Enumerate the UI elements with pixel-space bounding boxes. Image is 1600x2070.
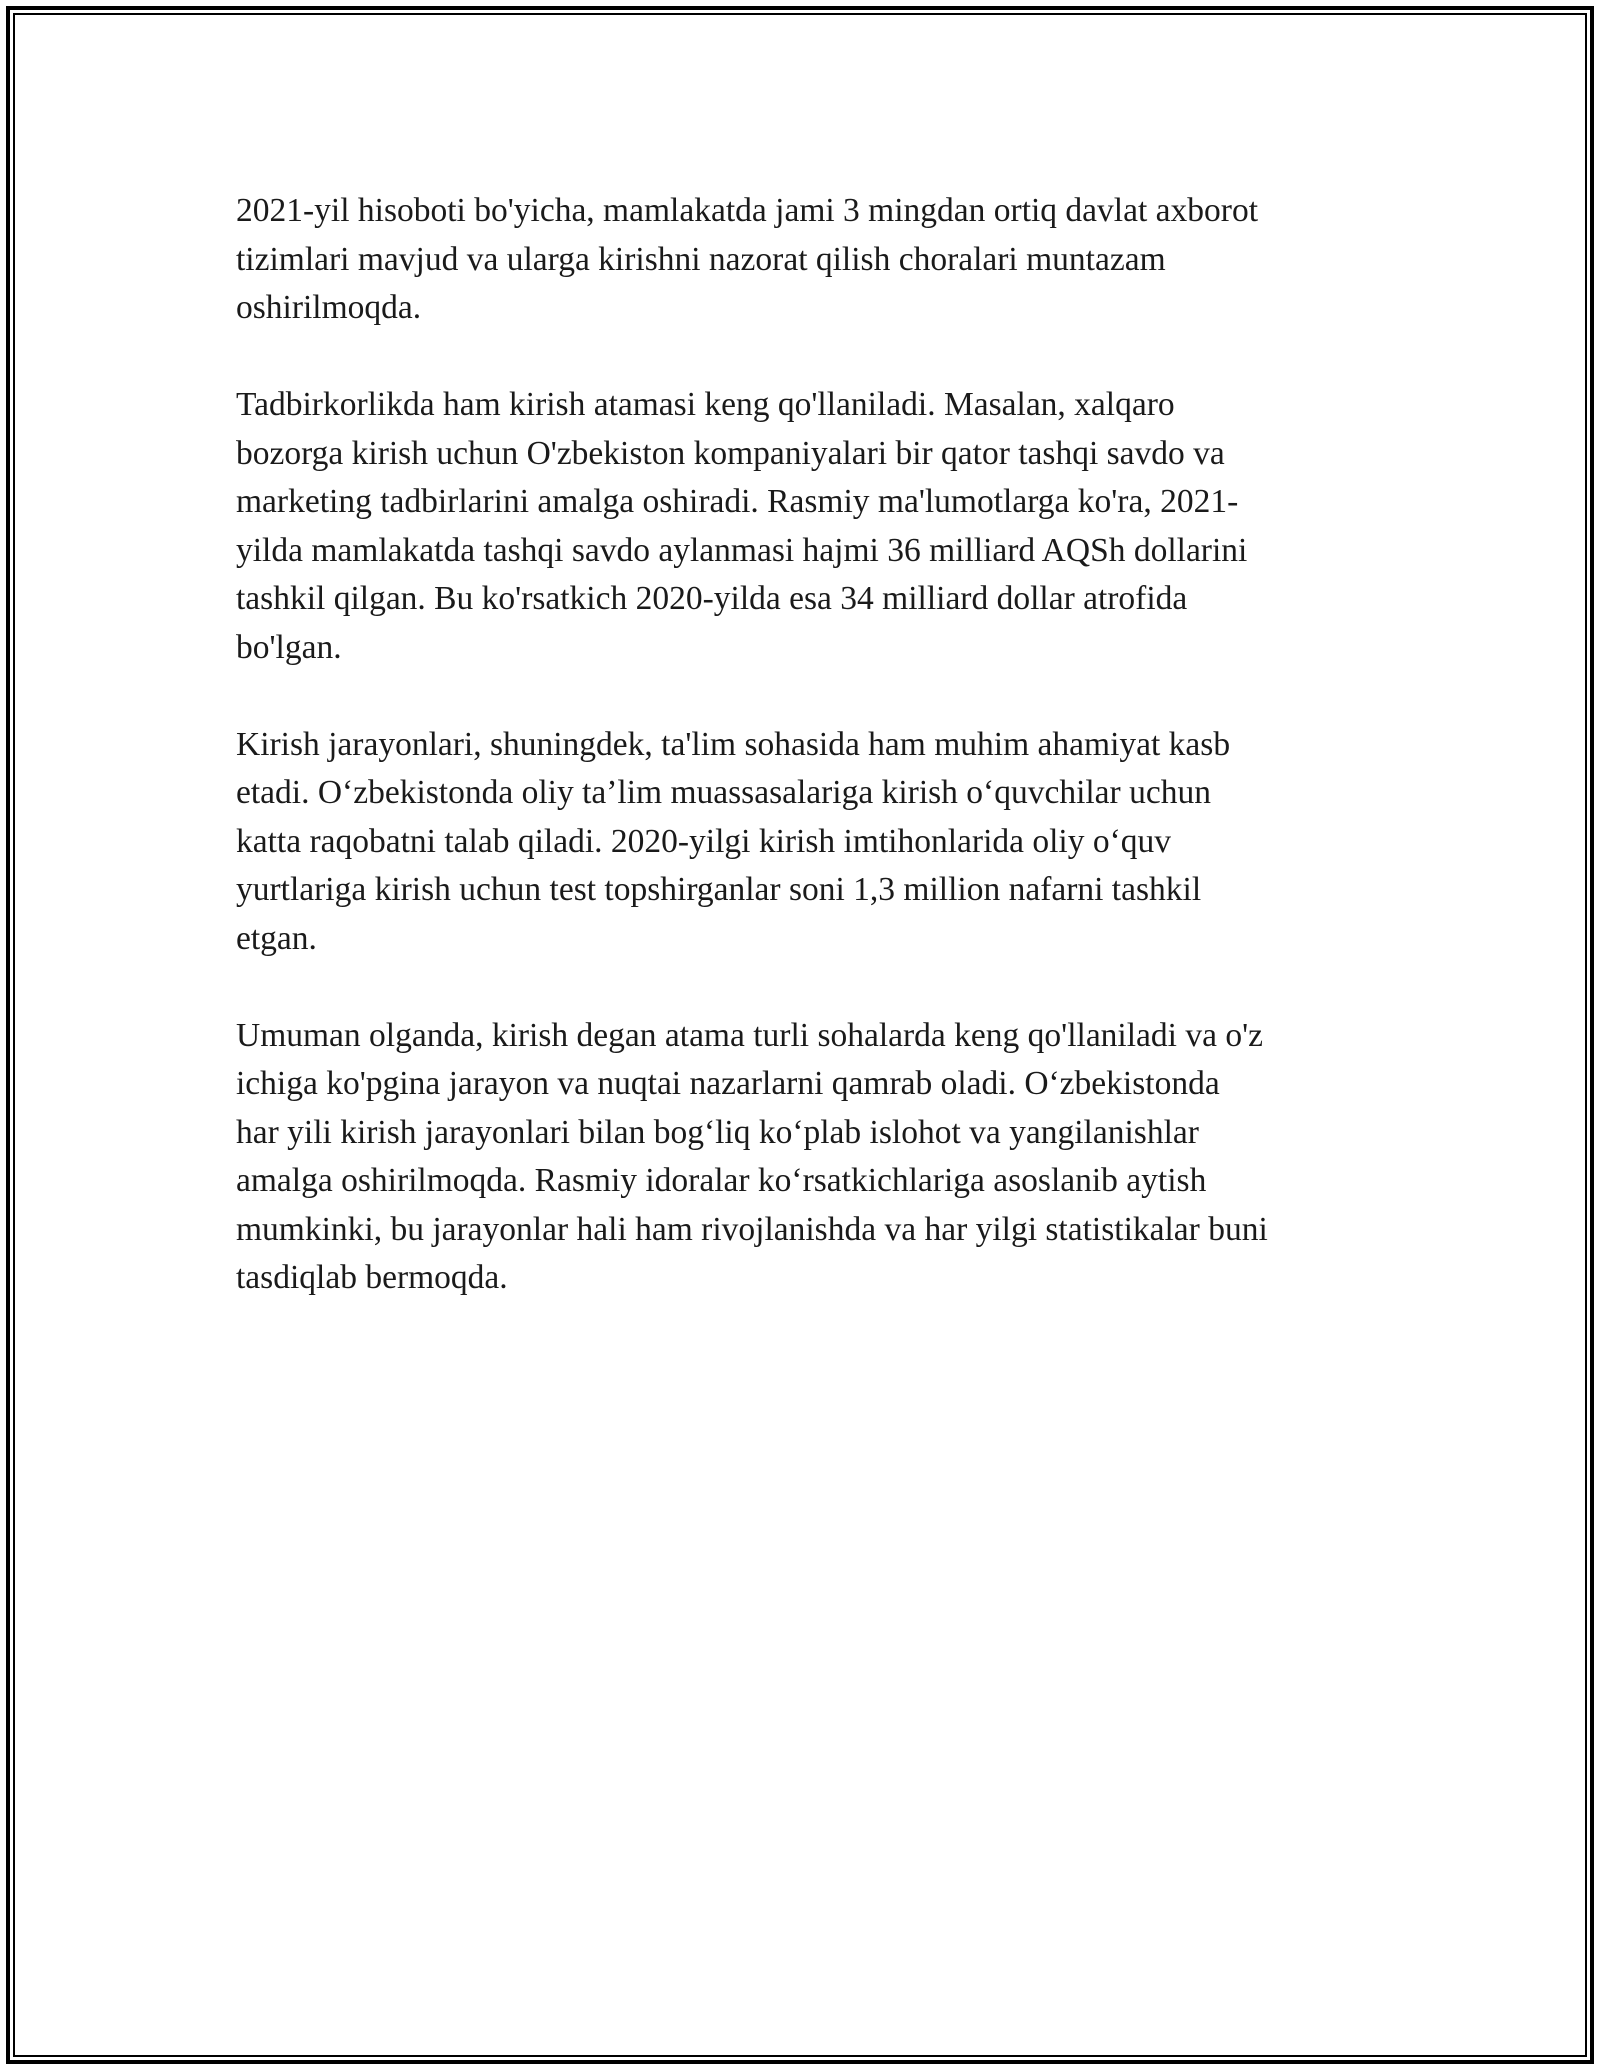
paragraph-3: Kirish jarayonlari, shuningdek, ta'lim sohasida ham muhim ahamiyat kasb etadi. O‘zbekistonda oliy ta’lim muassasalariga kirish o‘quvchilar uchun katta raqobatni talab qiladi. 2020-yilgi kirish imtihonlarida oliy o‘quv yurtlariga kirish uchun test topshirganlar soni 1,3 million nafarni tashkil etgan. bbox=[236, 725, 1231, 957]
paragraph-4: Umuman olganda, kirish degan atama turli sohalarda keng qo'llaniladi va o'z ichiga ko'pgina jarayon va nuqtai nazarlarni qamrab oladi. O‘zbekistonda har yili kirish jarayonlari bilan bog‘liq ko‘plab islohot va yangilanishlar amalga oshirilmoqda. Rasmiy idoralar ko‘rsatkichlariga asoslanib aytish mumkinki, bu jarayonlar hali ham rivojlanishda va har yilgi statistikalar buni tasdiqlab bermoqda. bbox=[236, 1016, 1268, 1296]
document-body bbox=[236, 187, 1376, 1351]
paragraph-1: 2021-yil hisoboti bo'yicha, mamlakatda jami 3 mingdan ortiq davlat axborot tizimlari mavjud va ularga kirishni nazorat qilish choralari muntazam oshirilmoqda. bbox=[236, 192, 1258, 326]
paragraph-2: Tadbirkorlikda ham kirish atamasi keng qo'llaniladi. Masalan, xalqaro bozorga kirish uchun O'zbekiston kompaniyalari bir qator tashqi savdo va marketing tadbirlarini amalga oshiradi. Rasmiy ma'lumotlarga ko'ra, 2021- yilda mamlakatda tashqi savdo aylanmasi hajmi 36 milliard AQSh dollarini tashkil qilgan. Bu ko'rsatkich 2020-yilda esa 34 milliard dollar atrofida bo'lgan. bbox=[236, 386, 1248, 666]
